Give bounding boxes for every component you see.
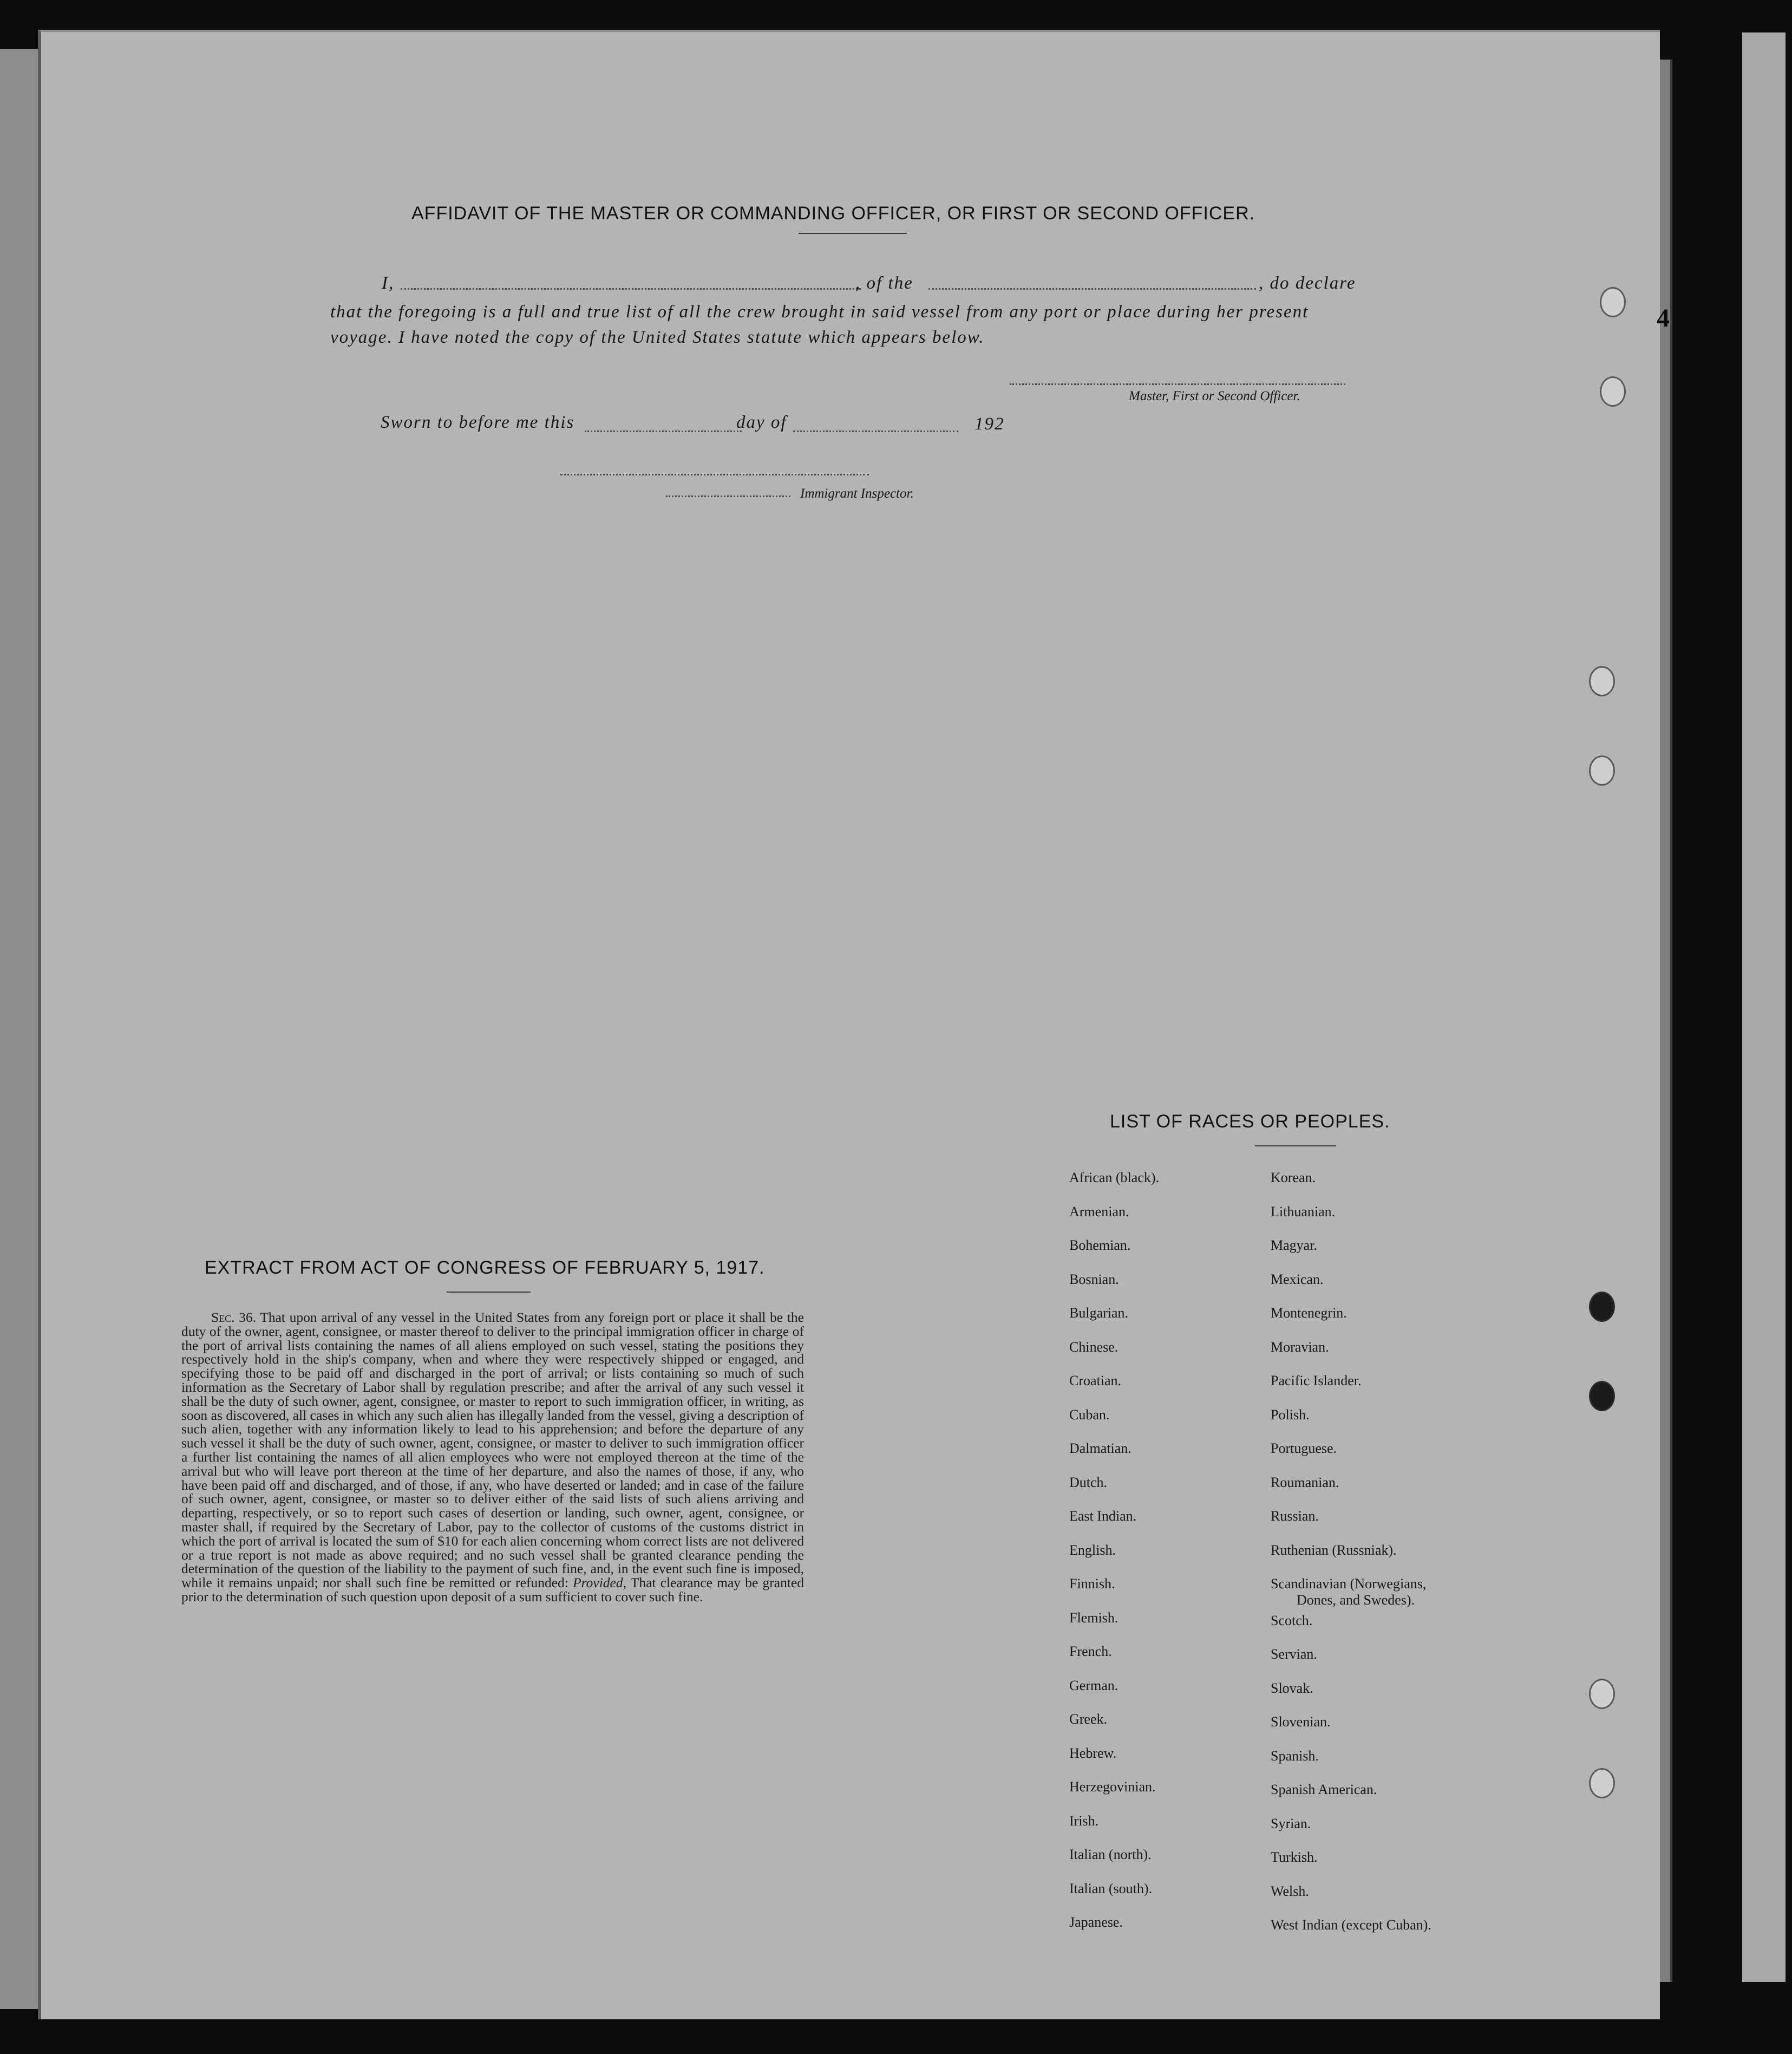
- race-item: Herzegovinian.: [1069, 1779, 1156, 1795]
- title-divider: [799, 233, 907, 234]
- inspector-signature-line[interactable]: [560, 474, 869, 475]
- race-item: Portuguese.: [1271, 1440, 1337, 1456]
- race-item: Dutch.: [1069, 1474, 1108, 1490]
- page-number: 4: [1657, 304, 1670, 332]
- race-item: Moravian.: [1271, 1339, 1329, 1355]
- race-item: Italian (south).: [1069, 1880, 1153, 1896]
- race-item: Syrian.: [1271, 1815, 1311, 1831]
- sworn-day-blank[interactable]: [585, 431, 742, 432]
- punch-hole-icon: [1589, 1292, 1615, 1322]
- race-item: Croatian.: [1069, 1373, 1122, 1388]
- race-item: Chinese.: [1069, 1339, 1119, 1355]
- affidavit-line-3: voyage. I have noted the copy of the United States statute which appears below.: [330, 328, 985, 347]
- race-item: Hebrew.: [1069, 1745, 1117, 1761]
- race-item: Italian (north).: [1069, 1847, 1152, 1862]
- race-item: Dones, and Swedes).: [1297, 1592, 1415, 1608]
- race-item: English.: [1069, 1542, 1116, 1558]
- day-of-text: day of: [736, 413, 787, 432]
- race-item: Irish.: [1069, 1812, 1099, 1829]
- punch-hole-icon: [1589, 1381, 1615, 1411]
- race-item: East Indian.: [1069, 1508, 1137, 1524]
- races-title: LIST OF RACES OR PEOPLES.: [1110, 1111, 1390, 1132]
- race-item: Magyar.: [1271, 1237, 1317, 1253]
- master-label: Master, First or Second Officer.: [1129, 389, 1300, 403]
- race-item: Welsh.: [1271, 1883, 1309, 1899]
- race-item: French.: [1069, 1644, 1112, 1659]
- race-item: Spanish.: [1271, 1747, 1319, 1764]
- affidavit-do-declare: , do declare: [1259, 273, 1356, 293]
- race-item: Spanish American.: [1271, 1782, 1377, 1797]
- race-item: Polish.: [1271, 1406, 1310, 1423]
- affidavit-title: AFFIDAVIT OF THE MASTER OR COMMANDING OFFICER, OR FIRST OR SECOND OFFICER.: [411, 203, 1255, 224]
- master-signature-line[interactable]: [1010, 383, 1345, 385]
- race-item: Scandinavian (Norwegians,: [1271, 1576, 1427, 1592]
- sworn-month-blank[interactable]: [793, 431, 958, 432]
- race-item: Bulgarian.: [1069, 1305, 1129, 1321]
- race-item: Lithuanian.: [1271, 1203, 1336, 1220]
- provided-body: That clearance may be granted prior to the determination of such question upon deposit of a sum sufficient to cover such fine.: [181, 1575, 804, 1605]
- races-divider: [1255, 1145, 1336, 1146]
- statute-text: [181, 1310, 804, 1604]
- race-item: West Indian (except Cuban).: [1271, 1917, 1431, 1933]
- race-item: Flemish.: [1069, 1609, 1119, 1626]
- sworn-text: Sworn to before me this: [381, 413, 575, 432]
- extract-divider: [447, 1292, 531, 1293]
- year-prefix: 192: [975, 414, 1005, 434]
- race-item: Montenegrin.: [1271, 1305, 1347, 1321]
- extract-title: EXTRACT FROM ACT OF CONGRESS OF FEBRUARY 5, 1917.: [205, 1257, 765, 1278]
- race-item: Armenian.: [1069, 1203, 1129, 1220]
- punch-hole-icon: [1589, 1679, 1615, 1709]
- race-item: Greek.: [1069, 1711, 1108, 1727]
- race-item: Slovak.: [1271, 1680, 1313, 1696]
- provided-label: Provided,: [573, 1575, 626, 1591]
- race-item: Pacific Islander.: [1271, 1373, 1362, 1388]
- inspector-label: Immigrant Inspector.: [800, 486, 914, 501]
- race-item: Turkish.: [1271, 1849, 1318, 1865]
- statute-body: That upon arrival of any vessel in the United States from any foreign port or place it shall be the duty of the owner, agent, consignee, or master thereof to deliver to the principal immigration officer in charge of the port of arrival lists containing the names of all aliens employed on such vessel, stating the positions they respectively hold in the ship's company, when and where they were respectively shipped or engaged, and specifying those to be paid off and discharged in the port of arrival; or lists containing so much of such information as the Secretary of Labor shall by regulation prescribe; and after the arrival of any such vessel it shall be the duty of such owner, agent, consignee, or master to report to such immigration officer, in writing, as soon as discovered, all cases in which any such alien has illegally landed from the vessel, giving a description of such alien, together with any information likely to lead to his apprehension; and before the departure of any such vessel it shall be the duty of such owner, agent, consignee, or master to deliver to such immigration officer a further list containing the names of all alien employees who were not employed thereon at the time of the arrival but who will leave port thereon at the time of her departure, and also the names of those, if any, who have been paid off and discharged, and of those, if any, who have deserted or landed; and in case of the failure of such owner, agent, consignee, or master so to deliver either of the said lists of such aliens arriving and departing, respectively, or so to report such cases of desertion or landing, such owner, agent, consignee, or master shall, if required by the Secretary of Labor, pay to the collector of customs of the customs district in which the port of arrival is located the sum of $10 for each alien concerning whom correct lists are not delivered or a true report is not made as above required; and no such vessel shall be granted clearance pending the determination of the question of the liability to the payment of such fine, and, in the event such fine is imposed, while it remains unpaid; nor shall such fine be remitted or refunded:: [181, 1309, 804, 1591]
- punch-hole-icon: [1589, 755, 1615, 786]
- race-item: Servian.: [1271, 1646, 1317, 1662]
- race-item: Scotch.: [1271, 1612, 1313, 1628]
- punch-hole-icon: [1600, 376, 1626, 407]
- affidavit-of-the: , of the: [855, 273, 913, 293]
- affidavit-i: I,: [382, 273, 395, 293]
- race-item: Mexican.: [1271, 1271, 1324, 1287]
- section-label: Sec. 36.: [211, 1309, 257, 1325]
- race-item: Russian.: [1271, 1508, 1319, 1524]
- race-item: Dalmatian.: [1069, 1440, 1132, 1456]
- name-blank[interactable]: [401, 288, 861, 290]
- race-item: Roumanian.: [1271, 1474, 1339, 1490]
- punch-hole-icon: [1589, 1768, 1615, 1798]
- punch-hole-icon: [1589, 666, 1615, 696]
- race-item: Slovenian.: [1271, 1714, 1331, 1730]
- race-item: African (black).: [1069, 1170, 1160, 1185]
- race-item: Korean.: [1271, 1170, 1316, 1185]
- affidavit-line-2: that the foregoing is a full and true list of all the crew brought in said vessel from any port or place during her present: [330, 302, 1309, 322]
- race-item: Bosnian.: [1069, 1271, 1119, 1287]
- race-item: Cuban.: [1069, 1406, 1110, 1423]
- race-item: German.: [1069, 1677, 1119, 1693]
- inspector-underline: [666, 495, 790, 497]
- race-item: Japanese.: [1069, 1914, 1123, 1930]
- race-item: Ruthenian (Russniak).: [1271, 1542, 1397, 1558]
- punch-hole-icon: [1600, 287, 1626, 317]
- race-item: Finnish.: [1069, 1576, 1115, 1592]
- adjacent-page-right-edge: [1742, 32, 1786, 1982]
- race-item: Bohemian.: [1069, 1237, 1131, 1253]
- adjacent-page-left-edge: [0, 49, 38, 2009]
- vessel-blank[interactable]: [928, 288, 1256, 290]
